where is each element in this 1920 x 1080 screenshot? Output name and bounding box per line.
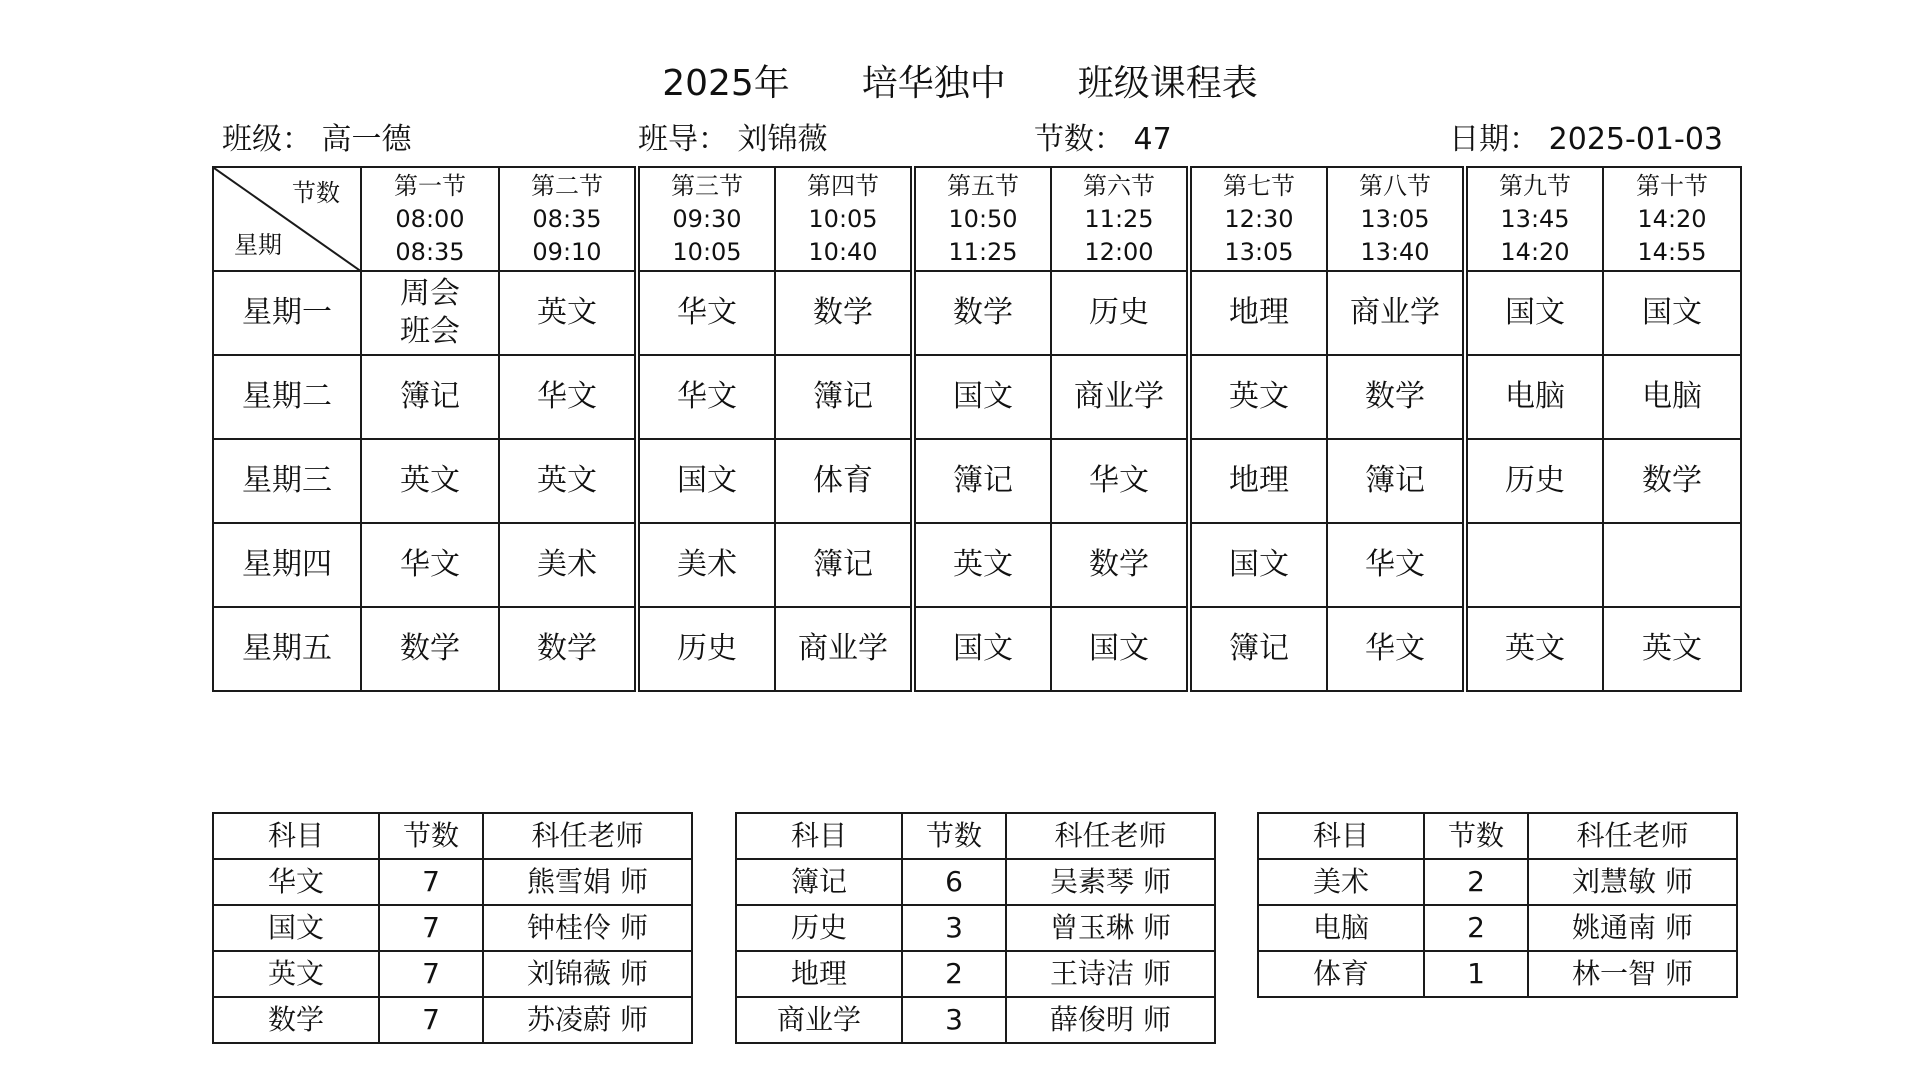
class-cell: 华文 (1051, 439, 1189, 523)
period-header-cell (1603, 167, 1741, 271)
period-name: 第二节 (531, 171, 603, 200)
class-cell: 商业学 (775, 607, 913, 691)
teacher-table-header: 节数 (1424, 813, 1528, 859)
teacher-row (213, 951, 692, 997)
class-cell: 华文 (1327, 523, 1465, 607)
class-cell: 商业学 (1327, 271, 1465, 355)
subject-cell: 国文 (213, 905, 379, 951)
class-cell: 英文 (1465, 607, 1603, 691)
weekday-cell: 星期三 (213, 439, 361, 523)
period-end: 09:10 (532, 237, 602, 266)
teacher-row (736, 997, 1215, 1043)
class-cell (1465, 523, 1603, 607)
period-header-cell (913, 167, 1051, 271)
subject-cell: 商业学 (736, 997, 902, 1043)
period-name: 第六节 (1083, 171, 1155, 200)
teacher-row (213, 859, 692, 905)
period-start: 08:00 (395, 204, 465, 233)
teacher-name-cell: 林一智 师 (1528, 951, 1737, 997)
teacher-table-header: 科任老师 (1528, 813, 1737, 859)
class-cell: 商业学 (1051, 355, 1189, 439)
count-cell: 7 (379, 859, 483, 905)
count-cell: 6 (902, 859, 1006, 905)
teacher-name-cell: 薛俊明 师 (1006, 997, 1215, 1043)
weekday-cell: 星期一 (213, 271, 361, 355)
class-cell: 英文 (913, 523, 1051, 607)
class-cell: 电脑 (1465, 355, 1603, 439)
class-cell-line: 班会 (400, 314, 460, 349)
subject-cell: 英文 (213, 951, 379, 997)
class-info (222, 118, 412, 162)
period-name: 第八节 (1359, 171, 1431, 200)
class-cell: 簿记 (1189, 607, 1327, 691)
class-cell: 簿记 (775, 355, 913, 439)
period-start: 10:50 (948, 204, 1018, 233)
period-start: 14:20 (1637, 204, 1707, 233)
period-header-cell (1051, 167, 1189, 271)
teacher-name-cell: 吴素琴 师 (1006, 859, 1215, 905)
class-cell: 地理 (1189, 271, 1327, 355)
class-cell: 数学 (775, 271, 913, 355)
teacher-table-header: 科目 (736, 813, 902, 859)
teacher-table-header: 科目 (1258, 813, 1424, 859)
teacher-name-cell: 曾玉琳 师 (1006, 905, 1215, 951)
class-cell (361, 271, 499, 355)
subject-cell: 地理 (736, 951, 902, 997)
teacher-row (736, 951, 1215, 997)
weekday-cell: 星期四 (213, 523, 361, 607)
class-cell: 簿记 (361, 355, 499, 439)
teacher-table-header: 科任老师 (1006, 813, 1215, 859)
homeroom-teacher-info (638, 118, 828, 162)
class-cell (1603, 523, 1741, 607)
period-start: 13:05 (1360, 204, 1430, 233)
teacher-table-header-row (736, 813, 1215, 859)
period-name: 第五节 (947, 171, 1019, 200)
corner-periods-label: 节数 (292, 179, 340, 207)
period-name: 第九节 (1499, 171, 1571, 200)
class-cell: 国文 (913, 607, 1051, 691)
period-end: 10:05 (672, 237, 742, 266)
teacher-table (735, 812, 1216, 1044)
subject-cell: 数学 (213, 997, 379, 1043)
homeroom-teacher-label: 班导： (638, 122, 728, 157)
subject-cell: 华文 (213, 859, 379, 905)
class-cell: 英文 (1603, 607, 1741, 691)
teacher-name-cell: 钟桂伶 师 (483, 905, 692, 951)
subject-cell: 簿记 (736, 859, 902, 905)
period-end: 10:40 (808, 237, 878, 266)
teacher-table-header: 科目 (213, 813, 379, 859)
class-cell: 华文 (637, 271, 775, 355)
count-cell: 1 (1424, 951, 1528, 997)
count-cell: 3 (902, 997, 1006, 1043)
teacher-row (736, 905, 1215, 951)
class-cell: 国文 (1051, 607, 1189, 691)
count-cell: 3 (902, 905, 1006, 951)
subject-cell: 体育 (1258, 951, 1424, 997)
period-name: 第四节 (807, 171, 879, 200)
class-cell: 数学 (1603, 439, 1741, 523)
period-end: 14:20 (1500, 237, 1570, 266)
teacher-name-cell: 熊雪娟 师 (483, 859, 692, 905)
class-cell: 簿记 (913, 439, 1051, 523)
subject-cell: 美术 (1258, 859, 1424, 905)
period-start: 08:35 (532, 204, 602, 233)
class-cell: 华文 (361, 523, 499, 607)
count-cell: 7 (379, 997, 483, 1043)
teacher-row (1258, 905, 1737, 951)
period-count-value: 47 (1133, 122, 1172, 157)
period-end: 13:40 (1360, 237, 1430, 266)
period-count-info (1034, 118, 1172, 162)
period-name: 第十节 (1636, 171, 1708, 200)
period-header-cell (1327, 167, 1465, 271)
class-cell: 体育 (775, 439, 913, 523)
date-label: 日期： (1449, 122, 1540, 157)
teacher-table-header: 科任老师 (483, 813, 692, 859)
day-row (213, 271, 1741, 355)
schedule-table (212, 166, 1742, 692)
class-cell: 国文 (1465, 271, 1603, 355)
teacher-table-header-row (213, 813, 692, 859)
class-cell: 历史 (637, 607, 775, 691)
class-cell: 簿记 (775, 523, 913, 607)
period-end: 14:55 (1637, 237, 1707, 266)
class-cell: 电脑 (1603, 355, 1741, 439)
teacher-name-cell: 苏凌蔚 师 (483, 997, 692, 1043)
corner-cell (213, 167, 361, 271)
period-start: 11:25 (1084, 204, 1154, 233)
count-cell: 7 (379, 951, 483, 997)
schedule-header-row (213, 167, 1741, 271)
class-cell: 数学 (1051, 523, 1189, 607)
teacher-name-cell: 刘慧敏 师 (1528, 859, 1737, 905)
day-row (213, 355, 1741, 439)
class-cell: 美术 (499, 523, 637, 607)
class-cell: 历史 (1465, 439, 1603, 523)
subject-cell: 历史 (736, 905, 902, 951)
day-row (213, 439, 1741, 523)
class-cell: 英文 (1189, 355, 1327, 439)
class-cell: 美术 (637, 523, 775, 607)
period-header-cell (775, 167, 913, 271)
period-name: 第一节 (394, 171, 466, 200)
class-cell: 数学 (499, 607, 637, 691)
period-header-cell (499, 167, 637, 271)
period-end: 11:25 (948, 237, 1018, 266)
day-row (213, 607, 1741, 691)
class-cell: 英文 (361, 439, 499, 523)
teacher-row (213, 905, 692, 951)
class-cell: 华文 (637, 355, 775, 439)
weekday-cell: 星期二 (213, 355, 361, 439)
class-label: 班级： (222, 122, 312, 157)
teacher-row (736, 859, 1215, 905)
teacher-name-cell: 刘锦薇 师 (483, 951, 692, 997)
period-header-cell (637, 167, 775, 271)
period-start: 13:45 (1500, 204, 1570, 233)
class-cell: 数学 (913, 271, 1051, 355)
class-cell: 英文 (499, 271, 637, 355)
count-cell: 2 (1424, 905, 1528, 951)
class-cell: 国文 (913, 355, 1051, 439)
class-cell: 华文 (499, 355, 637, 439)
period-start: 09:30 (672, 204, 742, 233)
class-cell: 英文 (499, 439, 637, 523)
teacher-name-cell: 姚通南 师 (1528, 905, 1737, 951)
teacher-row (213, 997, 692, 1043)
period-header-cell (1189, 167, 1327, 271)
teacher-table (212, 812, 693, 1044)
period-name: 第三节 (671, 171, 743, 200)
class-cell: 簿记 (1327, 439, 1465, 523)
teacher-table-header: 节数 (902, 813, 1006, 859)
period-count-label: 节数： (1034, 122, 1124, 157)
count-cell: 7 (379, 905, 483, 951)
period-end: 08:35 (395, 237, 465, 266)
class-cell: 国文 (1603, 271, 1741, 355)
period-end: 13:05 (1224, 237, 1294, 266)
teacher-name-cell: 王诗洁 师 (1006, 951, 1215, 997)
day-row (213, 523, 1741, 607)
teacher-table-header-row (1258, 813, 1737, 859)
count-cell: 2 (902, 951, 1006, 997)
corner-weekday-label: 星期 (234, 231, 282, 259)
class-cell: 数学 (361, 607, 499, 691)
period-start: 10:05 (808, 204, 878, 233)
date-value: 2025-01-03 (1548, 122, 1723, 157)
class-cell: 华文 (1327, 607, 1465, 691)
homeroom-teacher-value: 刘锦薇 (737, 122, 828, 157)
teacher-table (1257, 812, 1738, 998)
teacher-row (1258, 951, 1737, 997)
teacher-table-header: 节数 (379, 813, 483, 859)
period-start: 12:30 (1224, 204, 1294, 233)
date-info (1449, 118, 1723, 162)
class-cell: 数学 (1327, 355, 1465, 439)
count-cell: 2 (1424, 859, 1528, 905)
subject-cell: 电脑 (1258, 905, 1424, 951)
weekday-cell: 星期五 (213, 607, 361, 691)
class-cell: 地理 (1189, 439, 1327, 523)
page-title: 2025年 培华独中 班级课程表 (662, 63, 1258, 104)
teacher-row (1258, 859, 1737, 905)
period-header-cell (1465, 167, 1603, 271)
class-cell-line: 周会 (400, 276, 460, 311)
class-value: 高一德 (321, 122, 412, 157)
period-header-cell (361, 167, 499, 271)
class-cell: 国文 (637, 439, 775, 523)
class-cell: 历史 (1051, 271, 1189, 355)
period-end: 12:00 (1084, 237, 1154, 266)
period-name: 第七节 (1223, 171, 1295, 200)
class-cell: 国文 (1189, 523, 1327, 607)
